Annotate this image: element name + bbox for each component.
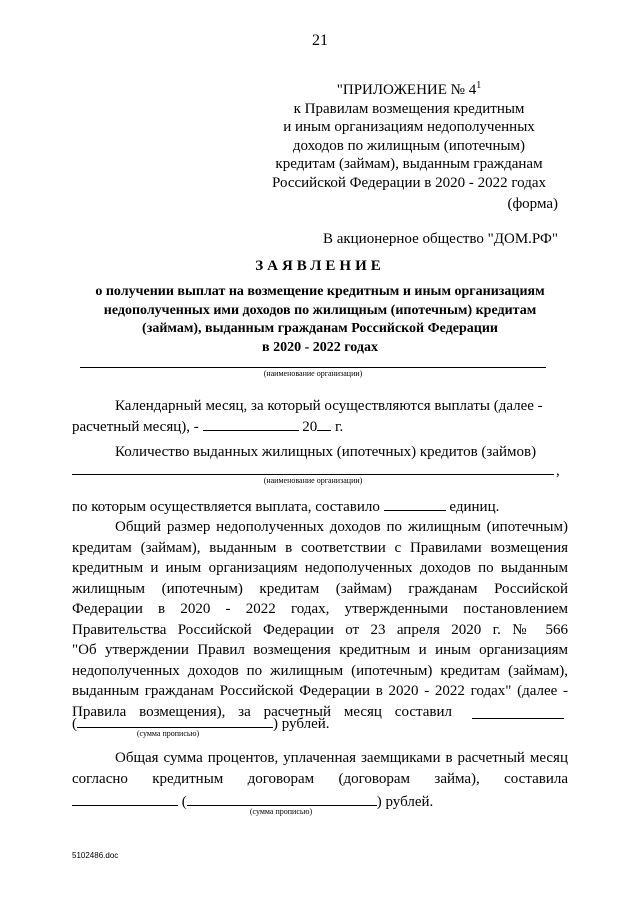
- organization-name-field-2[interactable]: [72, 474, 554, 475]
- interest-words-caption: (сумма прописью): [249, 807, 313, 816]
- income-paragraph: Общий размер недополученных доходов по жилищным (ипотечным) кредитам (займам), выданным в соответствии с Правилами возмещения кредитным и иным организациям недополученных доходов по выданным жилищным (ипотечным) кредитам (займам) гражданам Российской Федерации в 2020 - 2022 годах, утвержденными постановлением Правительства Российской Федерации от 23 апреля 2020 г. № 566 "Об утверждении Правил возмещения кредитным и иным организациям недополученных доходов по жилищным (ипотечным) кредитам (займам), выданным гражданам Российской Федерации в 2020 - 2022 годах" (далее - Правила возмещения), за расчетный месяц составил: [72, 519, 568, 720]
- appendix-title: "ПРИЛОЖЕНИЕ № $4^1$: [336, 80, 482, 98]
- organization-name-caption: (наименование организации): [263, 369, 363, 378]
- payout-line: по которым осуществляется выплата, составило единиц.: [72, 496, 499, 517]
- appendix-line: к Правилам возмещения кредитным: [293, 100, 525, 117]
- interest-paragraph: Общая сумма процентов, уплаченная заемщиками в расчетный месяц согласно кредитным договорам (договорам займа), составила: [72, 750, 568, 787]
- subject-line: (займам), выданным гражданам Российской Федерации: [142, 321, 498, 337]
- subject-line: о получении выплат на возмещение кредитным и иным организациям: [95, 284, 545, 299]
- units-count-field[interactable]: [384, 496, 446, 511]
- appendix-line: Российской Федерации в 2020 - 2022 годах: [272, 174, 546, 191]
- appendix-line: кредитам (займам), выданным гражданам: [275, 156, 543, 173]
- income-rubles-line: ( ) рублей.: [72, 713, 330, 734]
- subject-line: недополученных ими доходов по жилищным (ипотечным) кредитам: [103, 302, 537, 318]
- loans-count-line: Количество выданных жилищных (ипотечных) кредитов (займов): [115, 444, 537, 460]
- month-line-1: Календарный месяц, за который осуществляются выплаты (далее -: [115, 398, 543, 414]
- appendix-line: доходов по жилищным (ипотечным): [292, 137, 526, 154]
- income-amount-field[interactable]: [472, 718, 564, 719]
- organization-name-caption-2: (наименование организации): [263, 476, 363, 485]
- recipient: В акционерное общество "ДОМ.РФ": [322, 231, 558, 247]
- appendix-header: [250, 77, 568, 193]
- interest-amount-words-field[interactable]: [187, 791, 377, 806]
- page-number: 21: [312, 32, 328, 49]
- month-field[interactable]: [203, 416, 299, 431]
- appendix-line: и иным организациям недополученных: [283, 119, 535, 136]
- organization-name-field[interactable]: [80, 367, 546, 368]
- org-line-comma: ,: [556, 463, 560, 479]
- form-mark: (форма): [507, 196, 558, 212]
- footer-doc-code: 5102486.doc: [72, 851, 119, 860]
- appendix-footnote-mark: 1: [476, 80, 482, 91]
- income-amount-words-field[interactable]: [77, 713, 273, 728]
- subject-line: в 2020 - 2022 годах: [262, 339, 378, 355]
- month-line-2: расчетный месяц), - 20 г.: [72, 416, 343, 437]
- interest-amount-line: ( ) рублей.: [72, 791, 433, 812]
- amount-words-caption: (сумма прописью): [136, 729, 200, 738]
- document-title: ЗАЯВЛЕНИЕ: [255, 258, 385, 274]
- year-field[interactable]: [317, 416, 331, 431]
- document-subject: [72, 283, 568, 357]
- interest-amount-field[interactable]: [72, 791, 178, 806]
